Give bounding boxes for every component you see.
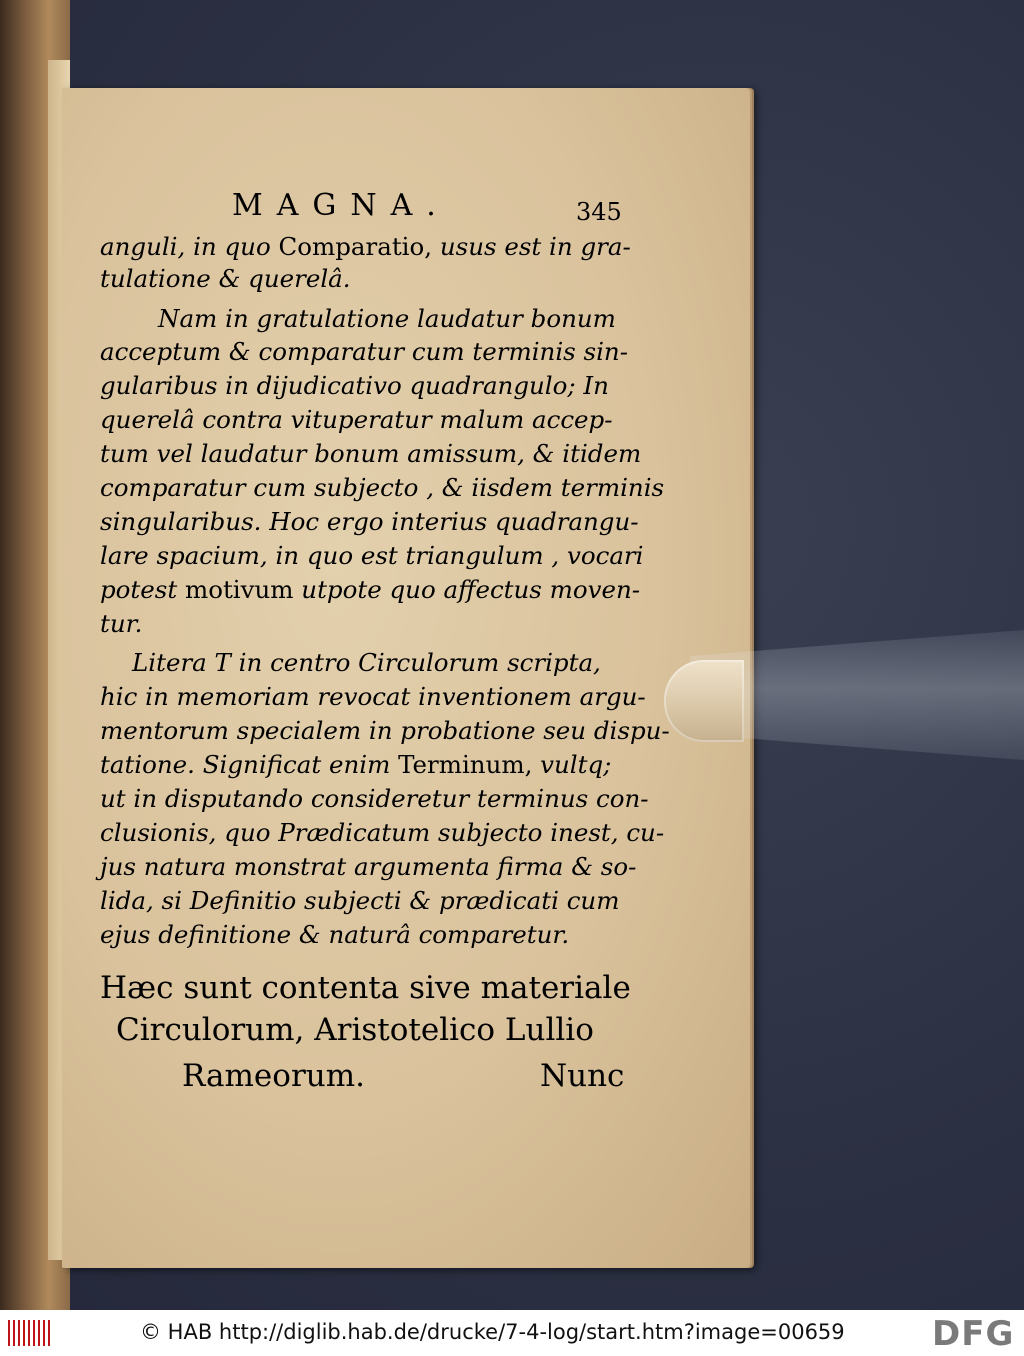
- text-line: jus natura monstrat argumenta firma & so-: [100, 852, 637, 881]
- text-line: Litera T in centro Circulorum scripta,: [132, 648, 601, 677]
- dfg-logo: DFG: [932, 1314, 1015, 1354]
- text-line: tum vel laudatur bonum amissum, & itidem: [100, 439, 642, 468]
- text-span: usus est in gra-: [432, 232, 631, 261]
- running-head-title: MAGNA.: [232, 188, 450, 223]
- footer-credit-link[interactable]: © HAB http://diglib.hab.de/drucke/7-4-log/start.htm?image=00659: [140, 1320, 845, 1344]
- text-line: lare spacium, in quo est triangulum , vocari: [100, 541, 644, 570]
- library-logo-icon: [8, 1320, 50, 1346]
- text-line: querelâ contra vituperatur malum accep-: [100, 405, 613, 434]
- text-line: [100, 575, 640, 604]
- large-text-line: Circulorum, Aristotelico Lullio: [116, 1012, 594, 1048]
- page-holder-tip: [664, 660, 744, 742]
- text-line: tulatione & querelâ.: [100, 264, 351, 293]
- text-span-roman: Comparatio,: [278, 232, 433, 261]
- text-line: comparatur cum subjecto , & iisdem terminis: [100, 473, 665, 502]
- text-line: clusionis, quo Prædicatum subjecto inest, cu-: [100, 818, 665, 847]
- text-line: acceptum & comparatur cum terminis sin-: [100, 337, 628, 366]
- text-span-roman: Terminum,: [398, 750, 533, 779]
- footer-bar: [0, 1310, 1024, 1356]
- large-text-line: Rameorum.: [182, 1058, 365, 1094]
- text-line: mentorum specialem in probatione seu dispu-: [100, 716, 670, 745]
- text-span: utpote quo affectus moven-: [293, 575, 641, 604]
- text-line: [100, 232, 631, 261]
- text-span: potest: [100, 575, 185, 604]
- catchword: Nunc: [540, 1058, 625, 1094]
- text-line: ejus definitione & naturâ comparetur.: [100, 920, 570, 949]
- text-span: tatione. Significat enim: [100, 750, 399, 779]
- text-line: singularibus. Hoc ergo interius quadrangu-: [100, 507, 639, 536]
- text-span: vultq;: [532, 750, 612, 779]
- text-line: hic in memoriam revocat inventionem argu-: [100, 682, 646, 711]
- text-span: anguli, in quo: [100, 232, 279, 261]
- text-line: ut in disputando consideretur terminus con-: [100, 784, 649, 813]
- text-line: Nam in gratulatione laudatur bonum: [158, 304, 616, 333]
- book-binding: [0, 0, 70, 1310]
- text-line: gularibus in dijudicativo quadrangulo; In: [100, 371, 609, 400]
- text-span-roman: motivum: [184, 575, 294, 604]
- text-line: tur.: [100, 609, 143, 638]
- text-line: lida, si Definitio subjecti & prædicati cum: [100, 886, 620, 915]
- page-number: 345: [576, 198, 622, 226]
- text-line: [100, 750, 611, 779]
- large-text-line: Hæc sunt contenta sive materiale: [100, 970, 631, 1006]
